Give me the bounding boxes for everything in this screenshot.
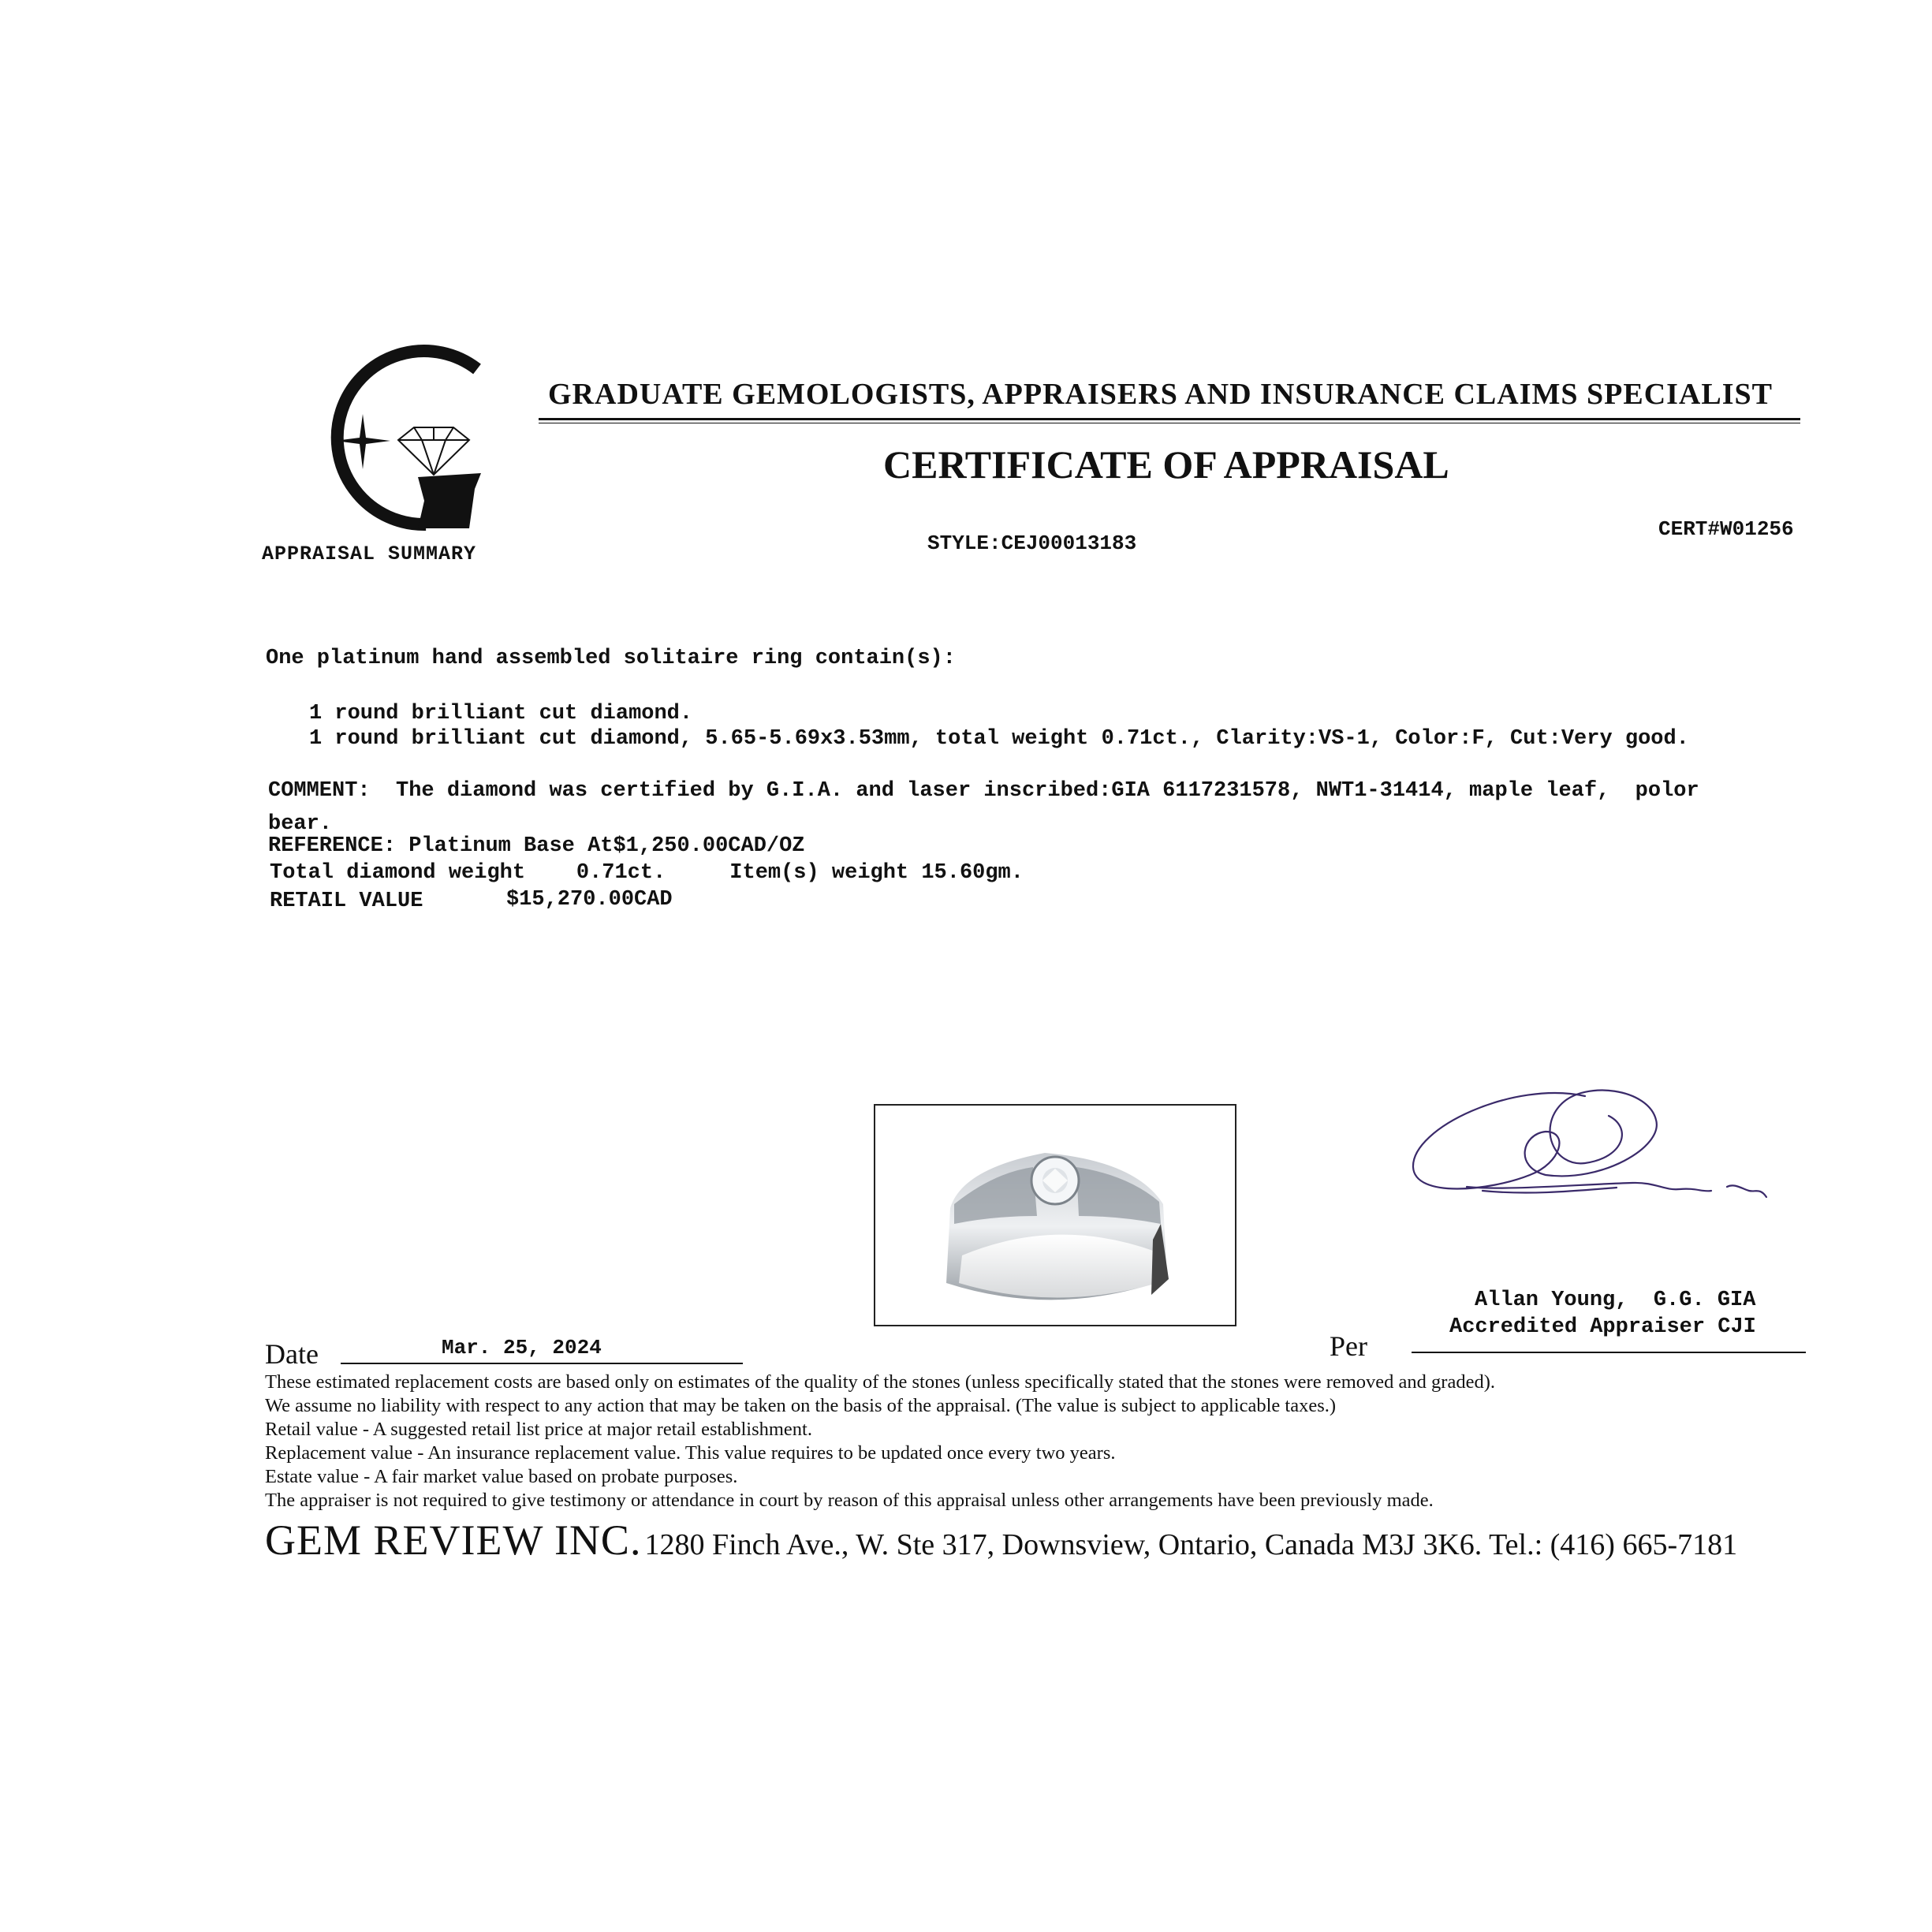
disclaimer-line: The appraiser is not required to give testimony or attendance in court by reason of this appraisal unless other arrangements have been previously made. <box>265 1490 1434 1511</box>
disclaimer-line: Replacement value - An insurance replacement value. This value requires to be updated once every two years. <box>265 1442 1116 1464</box>
company-heading: GRADUATE GEMOLOGISTS, APPRAISERS AND INSURANCE CLAIMS SPECIALIST <box>548 378 1773 411</box>
style-number: STYLE:CEJ00013183 <box>927 531 1137 555</box>
appraiser-title: Accredited Appraiser CJI <box>1449 1315 1756 1339</box>
appraisal-summary-label: APPRAISAL SUMMARY <box>262 543 477 565</box>
comment-line-2: bear. <box>268 812 333 836</box>
weights-line: Total diamond weight 0.71ct. Item(s) weight 15.60gm. <box>270 861 1024 885</box>
appraiser-signature <box>1396 1072 1790 1214</box>
ring-illustration <box>875 1106 1235 1325</box>
appraiser-name: Allan Young, G.G. GIA <box>1475 1289 1756 1312</box>
date-value: Mar. 25, 2024 <box>442 1336 602 1359</box>
disclaimer-line: Retail value - A suggested retail list price at major retail establishment. <box>265 1419 812 1440</box>
comment-line-1: COMMENT: The diamond was certified by G.I.A. and laser inscribed:GIA 6117231578, NWT1-31414, maple leaf, polor <box>268 779 1699 803</box>
retail-value-label: RETAIL VALUE <box>270 890 423 913</box>
reference-line: REFERENCE: Platinum Base At$1,250.00CAD/OZ <box>268 834 805 858</box>
disclaimer-line: Estate value - A fair market value based on probate purposes. <box>265 1466 738 1487</box>
date-underline <box>341 1363 743 1364</box>
disclaimer-line: These estimated replacement costs are based only on estimates of the quality of the stones (unless specifically stated that the stones were removed and graded). <box>265 1371 1495 1393</box>
per-label: Per <box>1330 1330 1367 1362</box>
disclaimer-block <box>265 1371 1763 1512</box>
retail-value-amount: $15,270.00CAD <box>506 888 673 912</box>
description-item-2: 1 round brilliant cut diamond, 5.65-5.69x3.53mm, total weight 0.71ct., Clarity:VS-1, Color:F, Cut:Very good. <box>309 727 1689 751</box>
cert-number: CERT#W01256 <box>1658 517 1794 541</box>
disclaimer-line: We assume no liability with respect to any action that may be taken on the basis of the appraisal. (The value is subject to applicable taxes.) <box>265 1395 1337 1416</box>
description-item-1: 1 round brilliant cut diamond. <box>309 702 693 725</box>
footer-brand: GEM REVIEW INC. <box>265 1516 642 1564</box>
per-underline <box>1412 1352 1806 1353</box>
certificate-title: CERTIFICATE OF APPRAISAL <box>883 442 1449 487</box>
ring-photo <box>874 1104 1236 1326</box>
g-diamond-star-logo-icon <box>308 339 497 536</box>
description-intro: One platinum hand assembled solitaire ring contain(s): <box>266 647 956 670</box>
company-footer <box>265 1516 1737 1565</box>
footer-address: 1280 Finch Ave., W. Ste 317, Downsview, Ontario, Canada M3J 3K6. Tel.: (416) 665-7181 <box>644 1528 1738 1561</box>
heading-divider <box>539 418 1800 423</box>
date-label: Date <box>265 1338 319 1370</box>
